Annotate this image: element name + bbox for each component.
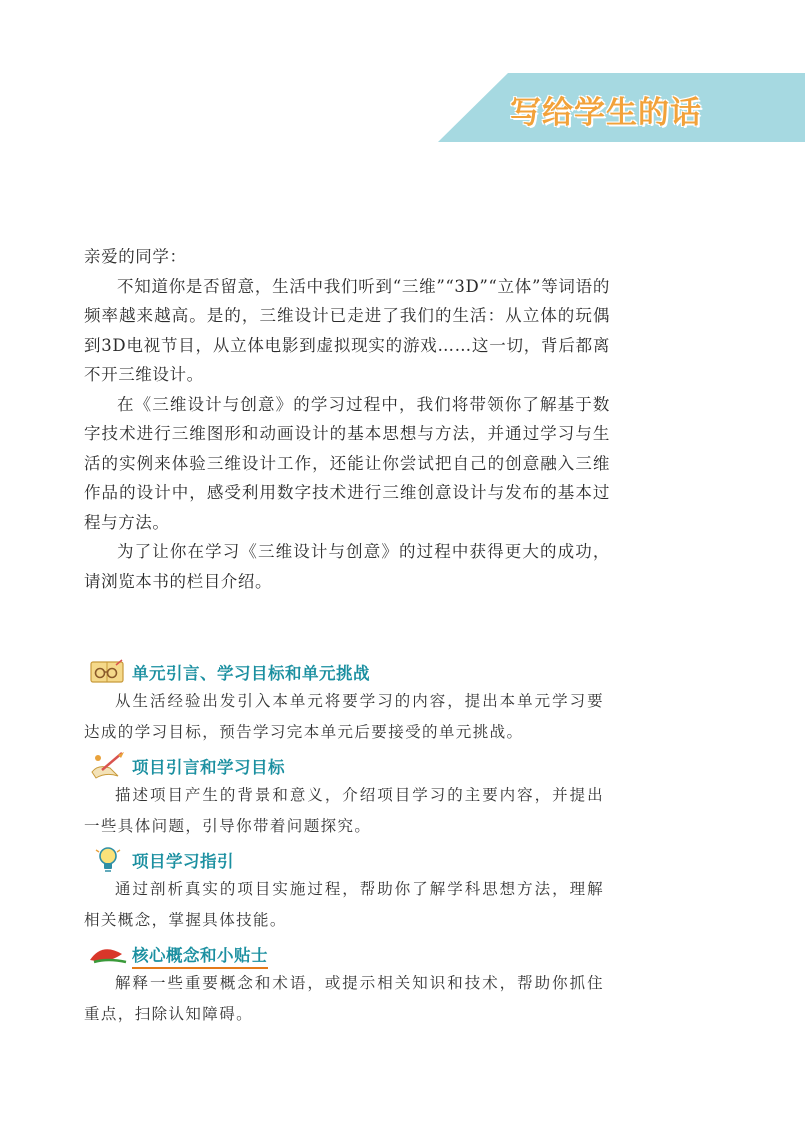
letter-greeting: 亲爱的同学：	[84, 247, 187, 266]
section-core-concepts	[84, 938, 604, 1030]
lightbulb-icon	[88, 844, 128, 874]
section-title: 项目学习指引	[132, 852, 234, 871]
leaf-icon	[88, 938, 128, 968]
section-description: 通过剖析真实的项目实施过程，帮助你了解学科思想方法，理解相关概念，掌握具体技能。	[84, 880, 604, 929]
section-title: 核心概念和小贴士	[132, 942, 268, 969]
letter-body	[84, 242, 610, 596]
section-unit-intro	[84, 656, 604, 748]
page-title: 写给学生的话	[510, 95, 702, 131]
letter-paragraph: 为了让你在学习《三维设计与创意》的过程中获得更大的成功，请浏览本书的栏目介绍。	[84, 542, 610, 591]
letter-paragraph: 在《三维设计与创意》的学习过程中，我们将带领你了解基于数字技术进行三维图形和动画设计的基本思想与方法，并通过学习与生活的实例来体验三维设计工作，还能让你尝试把自己的创意融入三维作品的设计中，感受利用数字技术进行三维创意设计与发布的基本过程与方法。	[84, 394, 610, 532]
section-title: 单元引言、学习目标和单元挑战	[132, 664, 370, 683]
letter-paragraph: 不知道你是否留意，生活中我们听到“三维”“3D”“立体”等词语的频率越来越高。是的，三维设计已走进了我们的生活：从立体的玩偶到3D电视节目，从立体电影到虚拟现实的游戏……这一切，背后都离不开三维设计。	[84, 276, 610, 384]
section-title: 项目引言和学习目标	[132, 758, 285, 777]
section-description: 描述项目产生的背景和意义，介绍项目学习的主要内容，并提出一些具体问题，引导你带着问题探究。	[84, 786, 604, 835]
glasses-book-icon	[88, 656, 128, 686]
section-project-intro	[84, 750, 604, 842]
section-description: 从生活经验出发引入本单元将要学习的内容，提出本单元学习要达成的学习目标，预告学习完本单元后要接受的单元挑战。	[84, 692, 604, 741]
section-learning-guide	[84, 844, 604, 936]
quill-scroll-icon	[88, 750, 128, 780]
section-description: 解释一些重要概念和术语，或提示相关知识和技术，帮助你抓住重点，扫除认知障碍。	[84, 974, 604, 1023]
column-introductions	[84, 656, 604, 1030]
